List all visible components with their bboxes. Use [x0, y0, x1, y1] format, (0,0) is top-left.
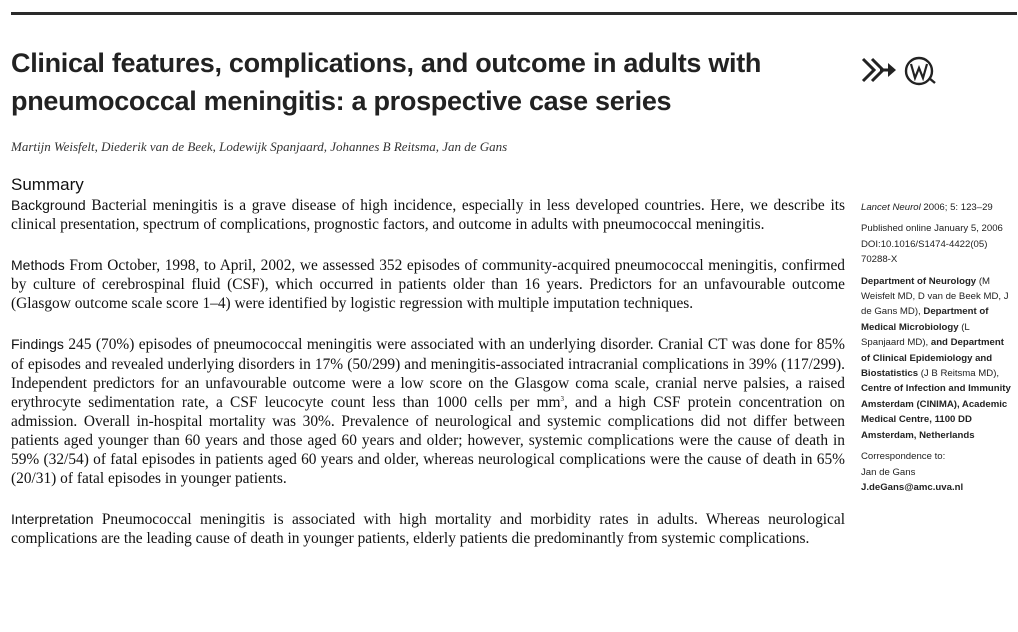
doi-link[interactable]: DOI:10.1016/S1474-4422(05) 70288-X — [861, 238, 988, 266]
correspondence-name: Jan de Gans — [861, 466, 916, 478]
author-list: Martijn Weisfelt, Diederik van de Beek, Lodewijk Spanjaard, Johannes B Reitsma, Jan de Gans — [11, 139, 508, 154]
background-paragraph — [11, 196, 845, 234]
methods-paragraph — [11, 256, 845, 313]
citation-journal: Lancet Neurol — [861, 202, 921, 213]
affiliation-dept-epidemiology: and Department of Clinical Epidemiology and Biostatistics — [861, 337, 1004, 380]
methods-label: Methods — [11, 257, 65, 274]
top-rule — [11, 12, 1017, 15]
correspondence-email-link[interactable]: J.deGans@amc.uva.nl — [861, 481, 964, 493]
findings-text-b: , and a high CSF protein concentration on admission. Overall in-hospital mortality was 30%. Prevalence of neurological and systemic complications did not differ between patients aged younger than 60 years and those aged 60 years and older; however, systemic complications were the cause of death in 59% (32/54) of fatal episodes in patients aged 60 years and older, whereas neurological complications were the cause of death in 65% (20/31) of fatal episodes in younger patients. — [11, 393, 845, 488]
summary-body — [11, 196, 845, 570]
background-text: Bacterial meningitis is a grave disease of high incidence, especially in less developed countries. Here, we describe its clinical presentation, spectrum of complications, prognostic factors, and outcome in adults with pneumococcal meningitis. — [11, 197, 845, 234]
sidebar — [861, 200, 1013, 495]
article-title: Clinical features, complications, and outcome in adults with pneumococcal meningitis: a prospective case series — [11, 48, 762, 116]
openurl-arrow-icon[interactable] — [863, 59, 896, 81]
interpretation-label: Interpretation — [11, 511, 94, 528]
affiliation-authors-1: (M Weisfelt MD, D van de Beek MD, J de Gans MD), — [861, 275, 1009, 318]
affiliation-dept-microbiology: Department of Medical Microbiology — [861, 306, 989, 333]
findings-label: Findings — [11, 336, 64, 353]
affiliation-authors-3: (J B Reitsma MD), — [918, 368, 1000, 380]
citation — [861, 200, 1013, 215]
findings-text-a: 245 (70%) episodes of pneumococcal meningitis were associated with an underlying disorder. Cranial CT was done for 85% of episodes and revealed underlying disorders in 17% (50/299) and meningitis-associated intracranial complications in 39% (117/299). Independent predictors for an unfavourable outcome were a low score on the Glasgow coma scale, cranial nerve palsies, a raised erythrocyte sedimentation rate, a CSF leucocyte count less than 1000 cells per mm — [11, 336, 845, 411]
w-circle-icon[interactable] — [906, 58, 935, 84]
citation-rest: 2006; 5: 123–29 — [920, 202, 993, 213]
findings-paragraph — [11, 335, 845, 488]
interpretation-paragraph — [11, 510, 845, 548]
affiliations — [861, 274, 1013, 443]
summary-heading: Summary — [11, 175, 84, 194]
methods-text: From October, 1998, to April, 2002, we assessed 352 episodes of community-acquired pneumococcal meningitis, confirmed by culture of cerebrospinal fluid (CSF), which occurred in patients older than 16 years. Predictors for an unfavourable outcome (Glasgow outcome scale score 1–4) were identified by logistic regression with multiple imputation techniques. — [11, 257, 845, 313]
interpretation-text: Pneumococcal meningitis is associated with high mortality and morbidity rates in adults. Whereas neurological complications are the leading cause of death in younger patients, elderly patients die predominantly from systemic complications. — [11, 511, 845, 548]
affiliation-dept-neurology: Department of Neurology — [861, 275, 977, 287]
affiliation-authors-2: (L Spanjaard MD), — [861, 321, 970, 349]
background-label: Background — [11, 197, 86, 213]
affiliation-institution: Centre of Infection and Immunity Amsterdam (CINIMA), Academic Medical Centre, 1100 DD Amsterdam, Netherlands — [861, 383, 1011, 441]
published-online: Published online January 5, 2006 — [861, 223, 1003, 235]
findings-superscript: 3 — [560, 394, 565, 403]
header-logos — [860, 50, 940, 90]
correspondence-label: Correspondence to: — [861, 451, 946, 463]
